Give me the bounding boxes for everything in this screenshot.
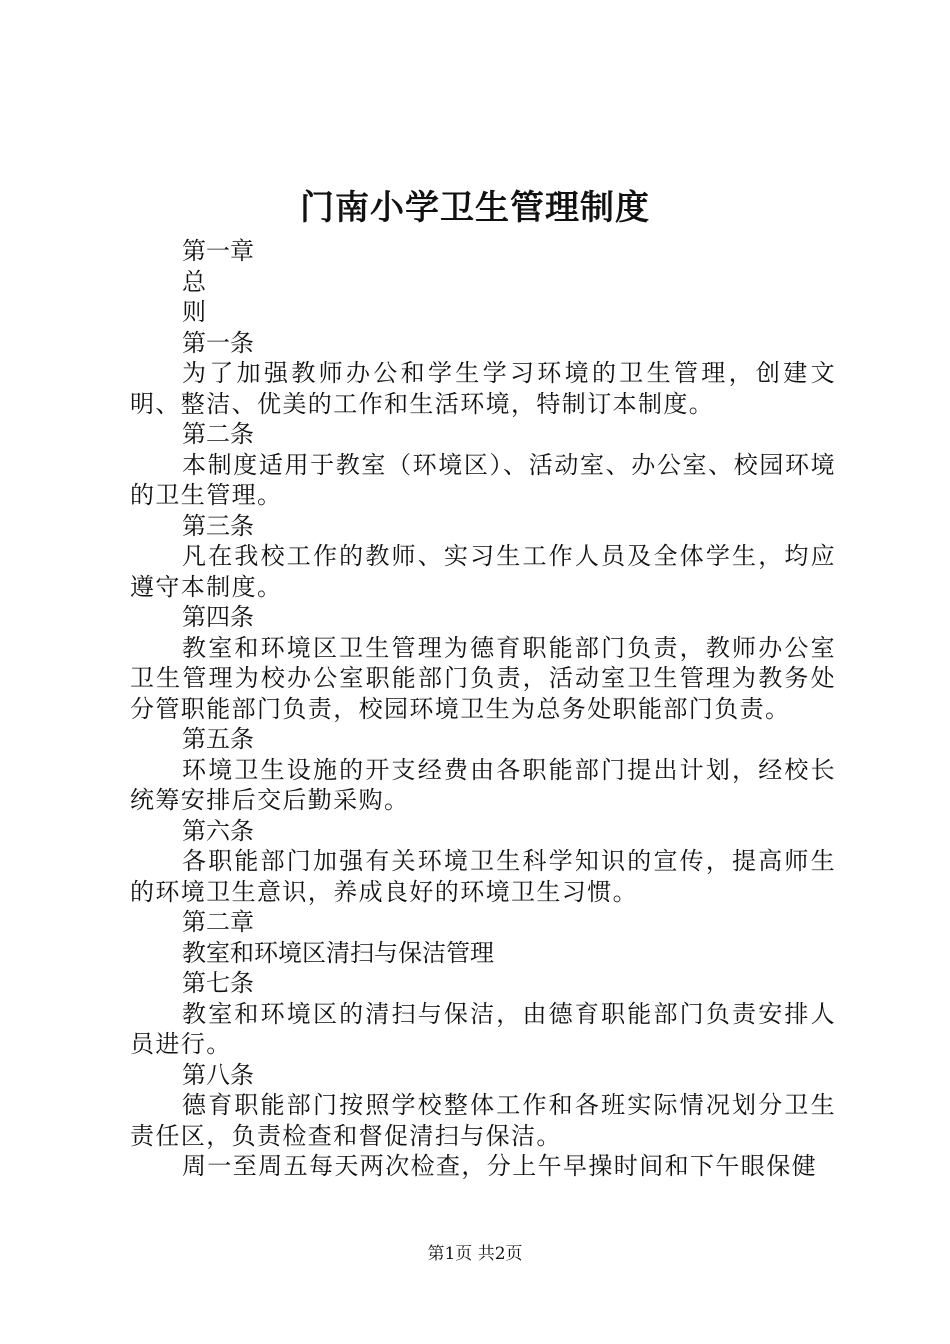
article-6-label: 第六条: [182, 816, 254, 845]
chapter-2-name: 教室和环境区清扫与保洁管理: [182, 938, 494, 967]
article-3-text: 凡在我校工作的教师、实习生工作人员及全体学生，均应遵守本制度。: [130, 542, 836, 601]
article-5-label: 第五条: [182, 725, 254, 753]
article-4-text: 教室和环境区卫生管理为德育职能部门负责，教师办公室卫生管理为校办公室职能部门负责，活动室卫生管理为教务处分管职能部门负责，校园环境卫生为总务处职能部门负责。: [130, 633, 836, 723]
article-4-label: 第四条: [182, 603, 254, 631]
article-6-text: 各职能部门加强有关环境卫生科学知识的宣传，提高师生的环境卫生意识，养成良好的环境卫生习惯。: [130, 847, 836, 906]
article-7-text: 教室和环境区的清扫与保洁，由德育职能部门负责安排人员进行。: [130, 999, 836, 1058]
article-2-text: 本制度适用于教室（环境区）、活动室、办公室、校园环境的卫生管理。: [130, 450, 836, 509]
article-7-label: 第七条: [182, 969, 254, 997]
chapter-2-label: 第二章: [182, 908, 254, 936]
chapter-1-name-part-2: 则: [182, 298, 206, 326]
document-title: 门南小学卫生管理制度: [300, 188, 650, 228]
page-footer: 第1页 共2页: [427, 1244, 523, 1264]
article-5-text: 环境卫生设施的开支经费由各职能部门提出计划，经校长统筹安排后交后勤采购。: [130, 755, 836, 814]
trailing-paragraph: 周一至周五每天两次检查，分上午早操时间和下午眼保健: [182, 1152, 817, 1180]
document-body: [130, 236, 836, 1182]
article-3-label: 第三条: [182, 511, 254, 540]
chapter-1-label: 第一章: [182, 237, 254, 265]
article-1-text: 为了加强教师办公和学生学习环境的卫生管理，创建文明、整洁、优美的工作和生活环境，特制订本制度。: [130, 359, 836, 418]
article-1-label: 第一条: [182, 328, 254, 357]
chapter-1-name-part-1: 总: [182, 267, 206, 296]
article-2-label: 第二条: [182, 420, 254, 448]
article-8-label: 第八条: [182, 1060, 254, 1089]
article-8-text: 德育职能部门按照学校整体工作和各班实际情况划分卫生责任区，负责检查和督促清扫与保洁。: [130, 1091, 836, 1150]
